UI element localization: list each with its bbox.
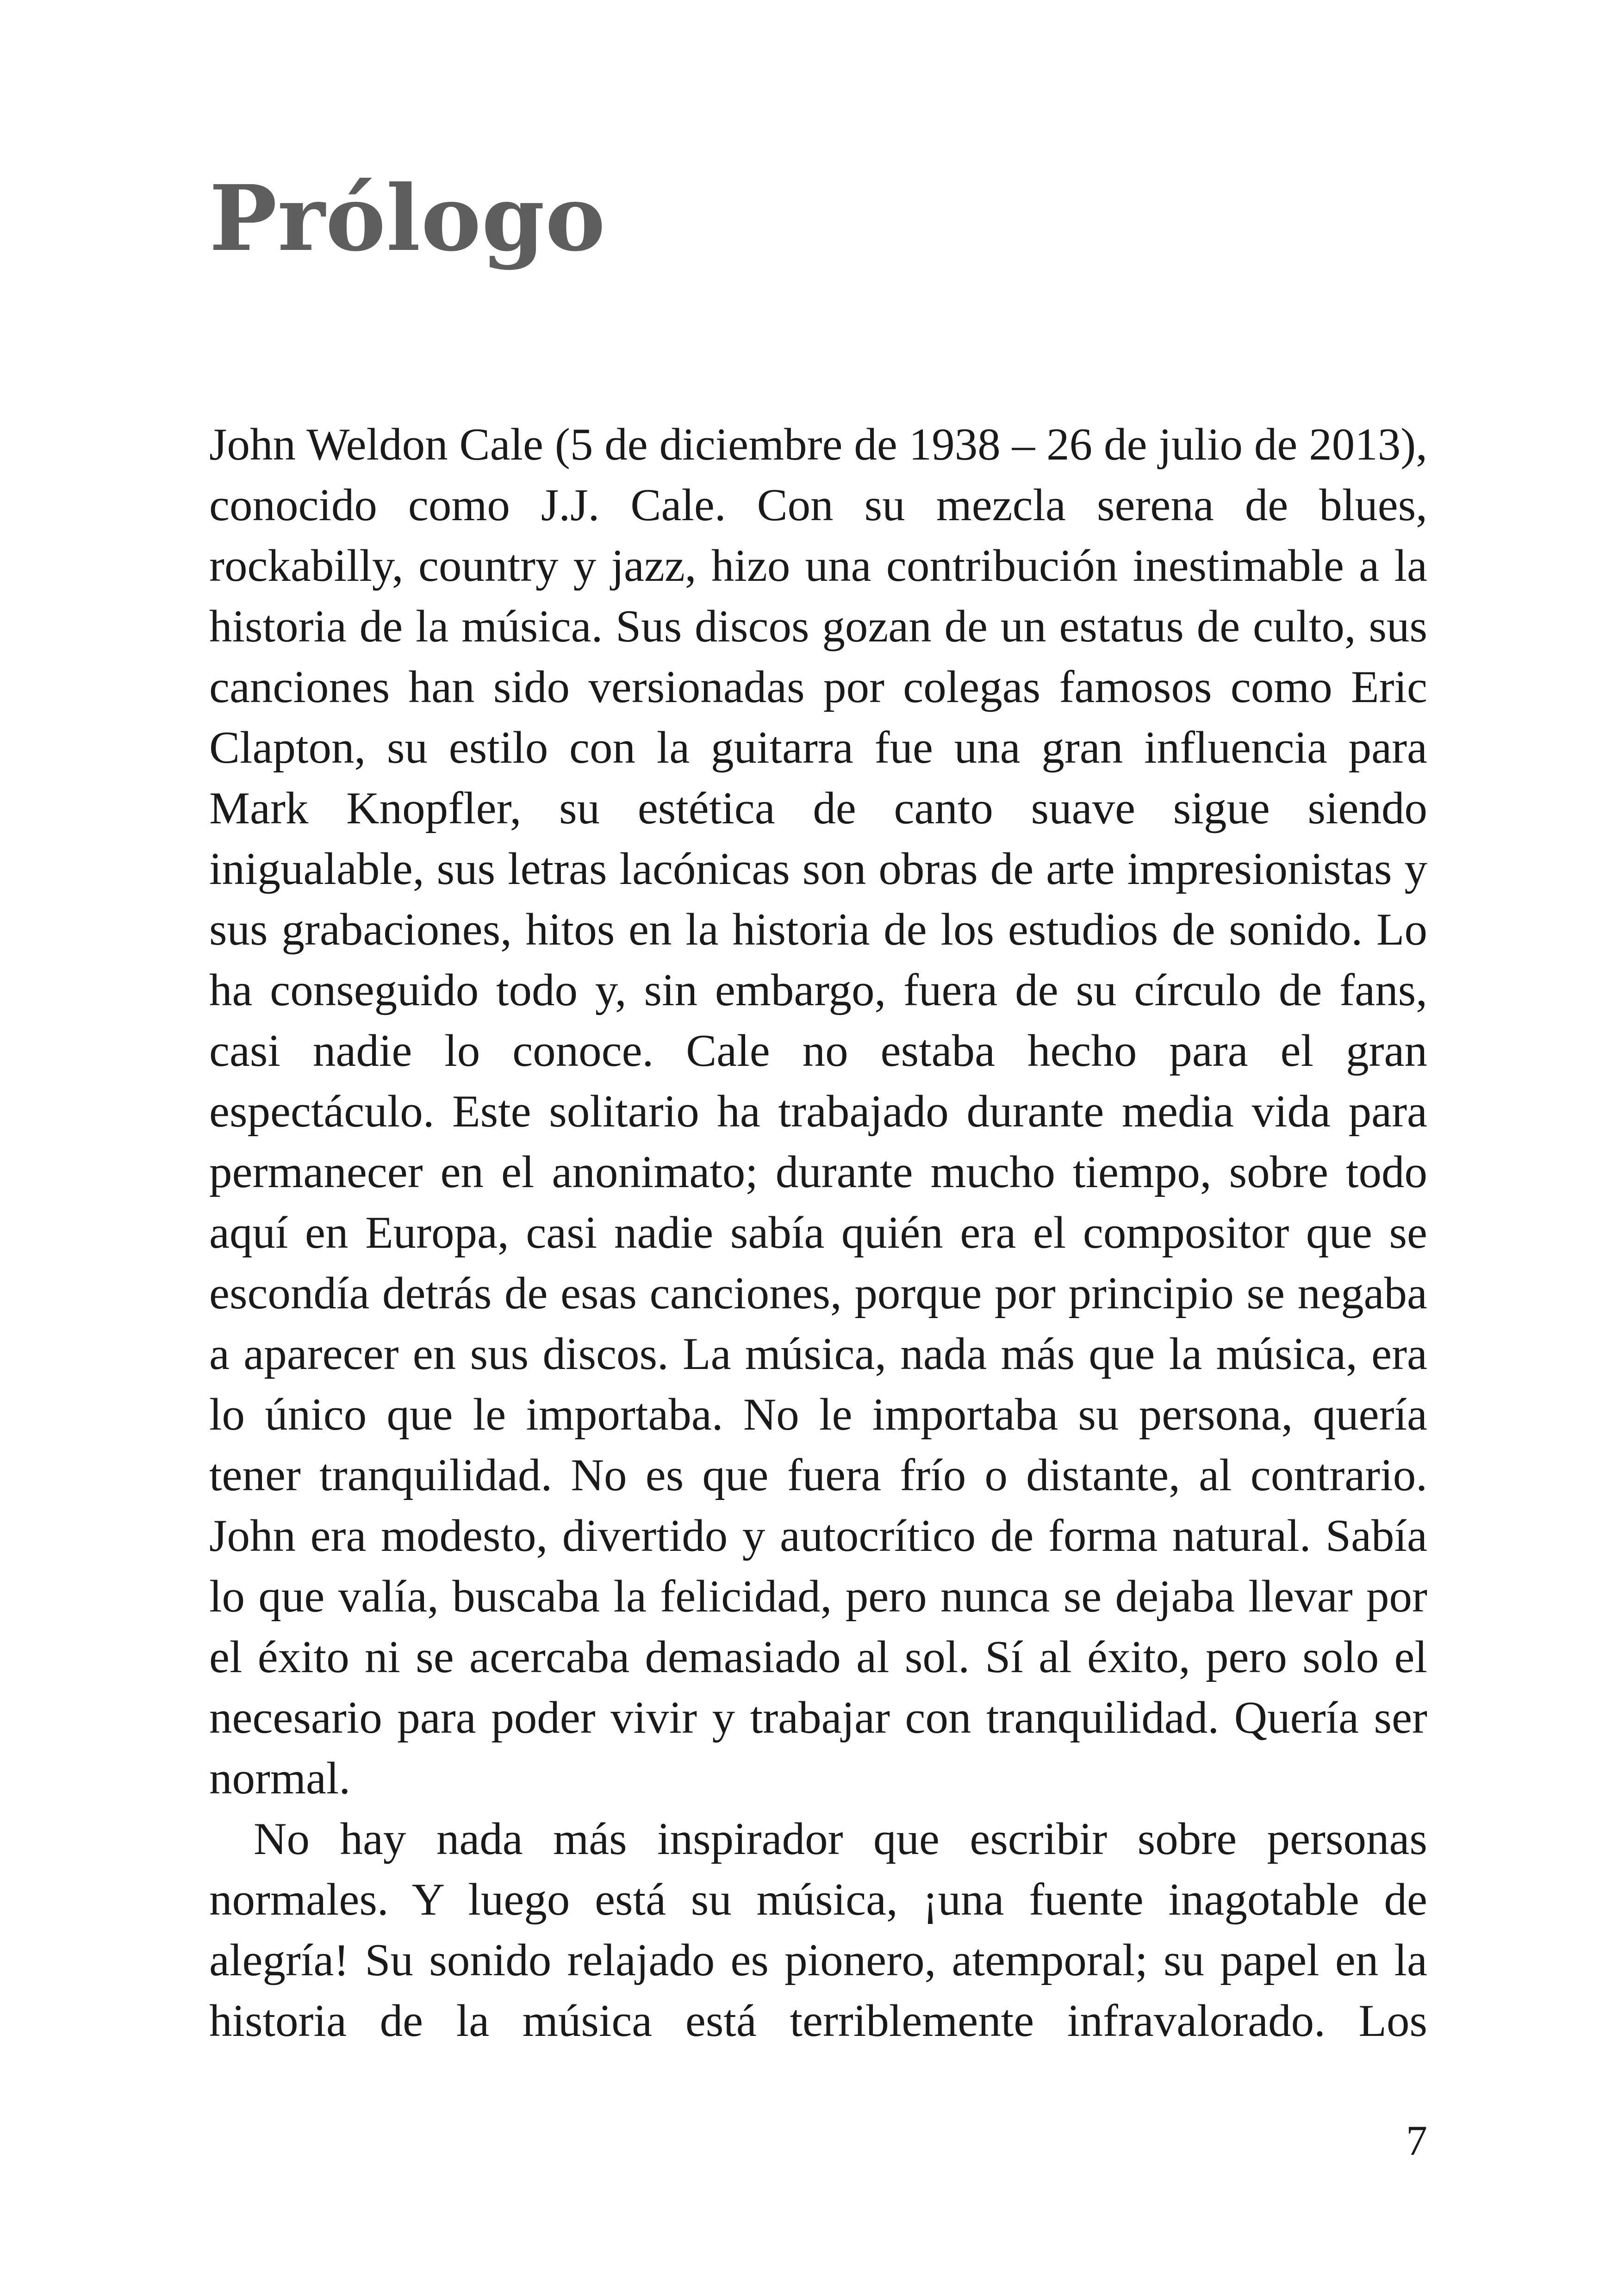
paragraph-1: John Weldon Cale (5 de diciembre de 1938 – 26 de julio de 2013), conocido como J.J. Cale. Con su mezcla serena de blues, rockabilly, country y jazz, hizo una contribución inestimable a la historia de la música. Sus discos gozan de un estatus de culto, sus canciones han sido versionadas por colegas famosos como Eric Clapton, su estilo con la guitarra fue una gran influencia para Mark Knopfler, su estética de canto suave sigue siendo inigualable, sus letras lacónicas son obras de arte impresionistas y sus grabaciones, hitos en la historia de los estudios de sonido. Lo ha conseguido todo y, sin embargo, fuera de su círculo de fans, casi nadie lo conoce. Cale no estaba hecho para el gran espectáculo. Este solitario ha trabajado durante media vida para permanecer en el anonimato; durante mucho tiempo, sobre todo aquí en Europa, casi nadie sabía quién era el compositor que se escondía detrás de esas canciones, porque por principio se negaba a aparecer en sus discos. La música, nada más que la música, era lo único que le importaba. No le importaba su persona, quería tener tranquilidad. No es que fuera frío o distante, al contrario. John era modesto, divertido y autocrítico de forma natural. Sabía lo que valía, buscaba la felicidad, pero nunca se dejaba llevar por el éxito ni se acercaba demasiado al sol. Sí al éxito, pero solo el necesario para poder vivir y trabajar con tranquilidad. Quería ser normal. (209, 419, 1427, 1804)
body-text (209, 414, 1427, 2051)
page-number: 7 (1406, 2117, 1427, 2164)
paragraph-2: No hay nada más inspirador que escribir sobre personas normales. Y luego está su música, ¡una fuente inagotable de alegría! Su sonido relajado es pionero, atemporal; su papel en la historia de la música está terriblemente infravalorado. Los (209, 1814, 1427, 2046)
chapter-title: Prólogo (209, 165, 606, 271)
